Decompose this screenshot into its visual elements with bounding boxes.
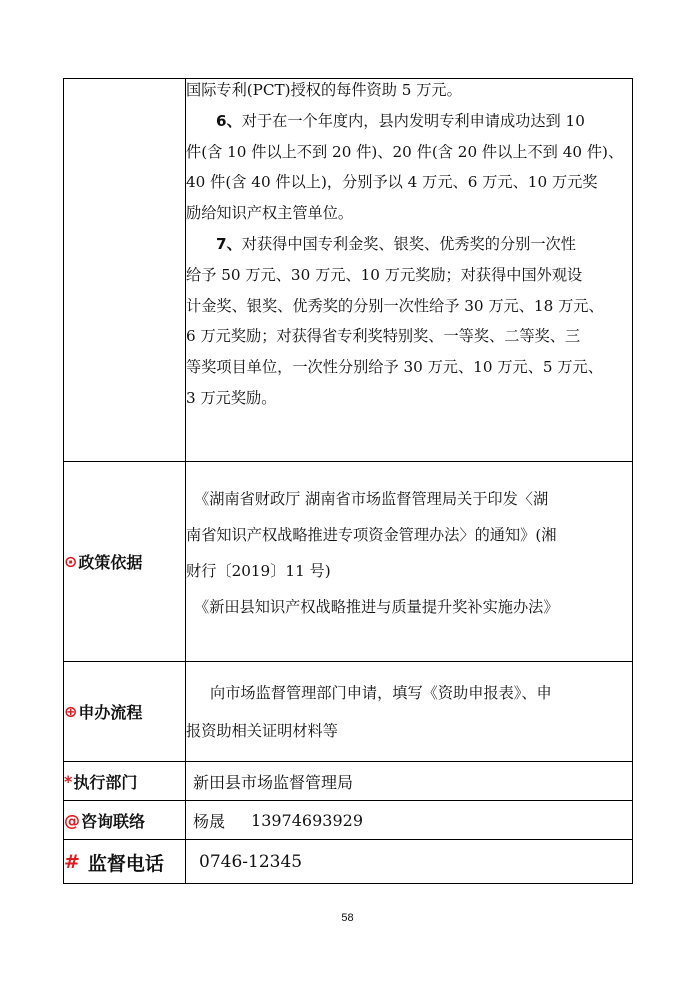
- contact-value: [193, 801, 363, 839]
- at-icon: @: [64, 810, 80, 830]
- text-line: 给予 50 万元、30 万元、10 万元奖励；对获得中国外观设: [186, 265, 583, 284]
- item-6-first-line: [186, 106, 626, 137]
- contact-name: 杨晟: [193, 811, 226, 831]
- hotline-value: 0746-12345: [199, 852, 303, 872]
- contact-label: [64, 801, 184, 839]
- label-text: 政策依据: [78, 553, 143, 572]
- text-line: 《新田县知识产权战略推进与质量提升奖补实施办法》: [194, 598, 559, 616]
- page-number: 58: [341, 912, 354, 924]
- text-line: 向市场监督管理部门申请，填写《资助申报表》、申: [210, 684, 552, 702]
- text-line: 对获得中国专利金奖、银奖、优秀奖的分别一次性: [241, 234, 576, 253]
- text-line: 6 万元奖励；对获得省专利奖特别奖、一等奖、二等奖、三: [186, 327, 581, 346]
- text-line: 计金奖、银奖、优秀奖的分别一次性给予 30 万元、18 万元、: [186, 296, 604, 315]
- text-line: 南省知识产权战略推进专项资金管理办法〉的通知》(湘: [186, 526, 557, 544]
- label-text: 咨询联络: [81, 811, 146, 831]
- text-line: 财行〔2019〕11 号): [186, 562, 331, 580]
- label-text: 申办流程: [78, 703, 143, 722]
- subsidy-details-cell: [186, 75, 626, 414]
- text-line: 对于在一个年度内，县内发明专利申请成功达到 10: [241, 111, 585, 130]
- text-line: 40 件(含 40 件以上)，分别予以 4 万元、6 万元、10 万元奖: [186, 173, 598, 192]
- department-value: 新田县市场监督管理局: [193, 772, 354, 792]
- text-line: 《湖南省财政厅 湖南省市场监督管理局关于印发〈湖: [194, 490, 549, 508]
- label-text: 监督电话: [87, 852, 164, 875]
- text-line: 3 万元奖励。: [186, 388, 277, 407]
- process-cell: [186, 674, 626, 750]
- policy-table: [63, 78, 633, 884]
- circle-dot-icon: ⊙: [64, 552, 78, 571]
- item-7-first-line: [186, 229, 626, 260]
- item-6-number: 6、: [216, 111, 242, 130]
- department-label: [64, 762, 184, 800]
- process-label: [64, 662, 184, 761]
- contact-phone: 13974693929: [251, 810, 363, 830]
- label-text: 执行部门: [73, 772, 138, 792]
- text-line: 件(含 10 件以上不到 20 件)、20 件(含 20 件以上不到 40 件)、: [186, 142, 624, 161]
- hotline-label: [64, 840, 184, 884]
- item-7-number: 7、: [216, 234, 242, 253]
- text-line: 国际专利(PCT)授权的每件资助 5 万元。: [186, 81, 462, 99]
- circle-plus-icon: ⊕: [64, 702, 78, 721]
- text-line: 等奖项目单位，一次性分别给予 30 万元、10 万元、5 万元、: [186, 358, 603, 377]
- policy-basis-cell: [186, 481, 626, 625]
- hash-icon: #: [64, 851, 80, 873]
- asterisk-icon: *: [64, 771, 73, 791]
- text-line: 报资助相关证明材料等: [186, 722, 338, 740]
- policy-basis-label: [64, 462, 184, 661]
- text-line: 励给知识产权主管单位。: [186, 204, 354, 223]
